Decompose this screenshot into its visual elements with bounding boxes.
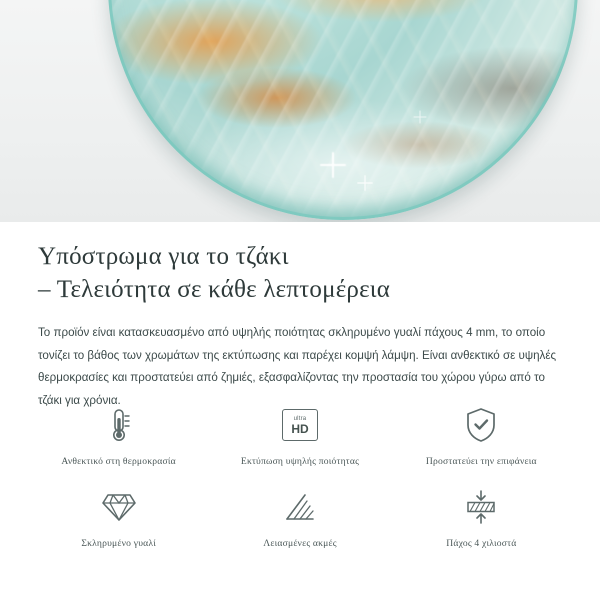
page-title-line-1: Υπόστρωμα για το τζάκι — [38, 243, 289, 270]
feature-thickness — [391, 486, 572, 550]
feature-print-quality — [209, 404, 390, 468]
feature-tempered-glass — [28, 486, 209, 550]
diamond-icon — [101, 486, 137, 528]
polished-edges-icon — [283, 486, 317, 528]
feature-grid — [0, 404, 600, 551]
hero-image — [0, 0, 600, 222]
feature-label: Προστατεύει την επιφάνεια — [425, 456, 537, 467]
thickness-arrows-icon — [463, 486, 499, 528]
feature-label: Πάχος 4 χιλιοστά — [446, 538, 517, 550]
glass-plate-graphic — [108, 0, 578, 220]
shield-check-icon — [464, 404, 498, 446]
feature-row-2 — [28, 486, 572, 550]
feature-polished-edges — [209, 486, 390, 550]
ultra-hd-badge-icon — [282, 404, 318, 446]
page-title-line-2: – Τελειότητα σε κάθε λεπτομέρεια — [38, 276, 391, 303]
badge-top-text: ultra — [293, 415, 307, 422]
thermometer-icon — [104, 404, 134, 446]
feature-surface-protection — [391, 404, 572, 468]
feature-row-1 — [28, 404, 572, 468]
description-paragraph: Το προϊόν είναι κατασκευασμένο από υψηλής ποιότητας σκληρυμένο γυαλί πάχους 4 mm, το οποίο τονίζει το βάθος των χρωμάτων της εκτύπωσης και παρέχει κομψή λάμψη. Είναι ανθεκτικό σε υψηλές θερμοκρασίες και προστατεύει από ζημιές, εξασφαλίζοντας την προστασία του χώρου γύρω από το τζάκι για χρόνια. — [38, 326, 557, 407]
badge-main-text: HD — [291, 421, 309, 436]
page-title — [38, 240, 562, 306]
feature-label: Σκληρυμένο γυαλί — [81, 538, 157, 550]
feature-label: Εκτύπωση υψηλής ποιότητας — [240, 456, 360, 467]
feature-heat-resistant — [28, 404, 209, 468]
feature-label: Λειασμένες ακμές — [263, 538, 337, 550]
content-block — [0, 222, 600, 412]
feature-label: Ανθεκτικό στη θερμοκρασία — [61, 456, 176, 467]
